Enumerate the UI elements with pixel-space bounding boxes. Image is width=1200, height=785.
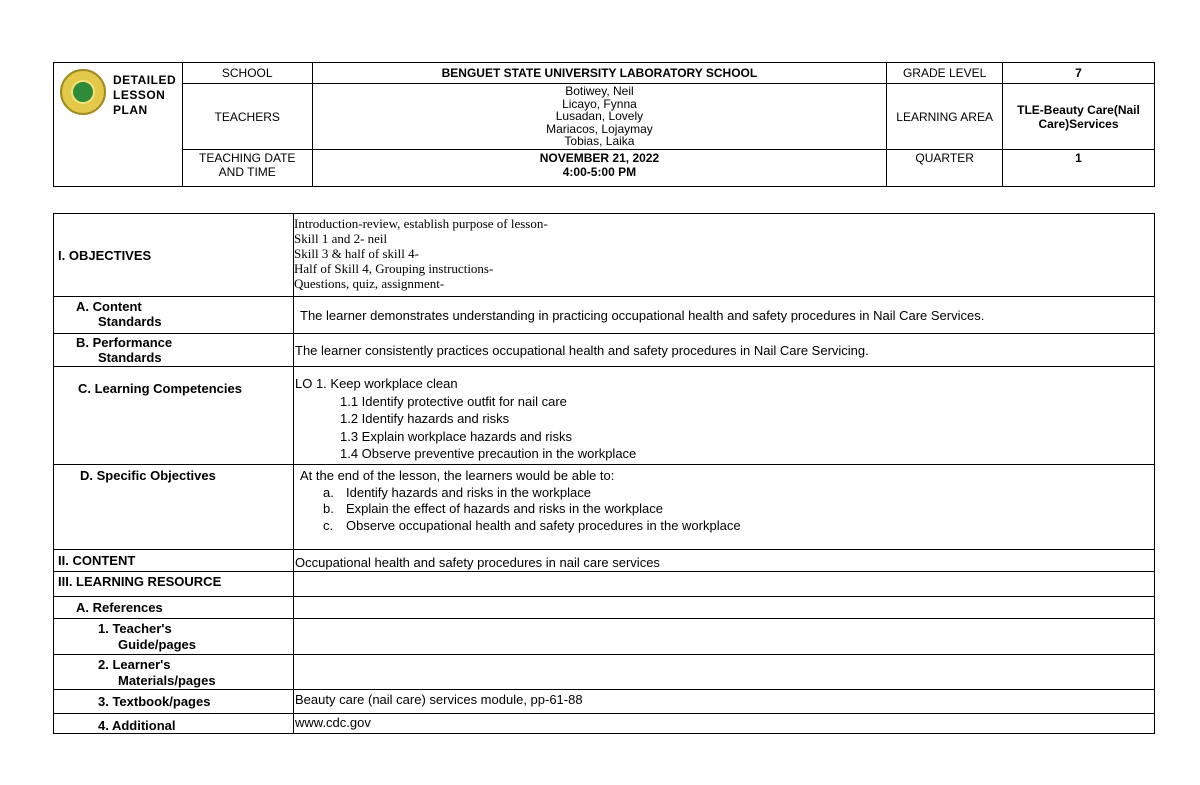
header-section (0, 0, 1200, 200)
objectives-notes: Introduction-review, establish purpose of lesson- Skill 1 and 2- neil Skill 3 & half of skill 4- Half of Skill 4, Grouping instructions- Questions, quiz, assignment- (294, 214, 1155, 297)
competency-item: 1.3 Explain workplace hazards and risks (340, 428, 572, 444)
competency-item: 1.2 Identify hazards and risks (340, 411, 510, 426)
table-row (54, 619, 1155, 655)
teaching-date-label: TEACHING DATE AND TIME (182, 150, 312, 187)
competency-item: 1.1 Identify protective outfit for nail care (340, 393, 567, 409)
performance-standards-label: B. Performance Standards (54, 334, 294, 367)
content-standards-label: A. Content Standards (54, 297, 294, 334)
table-row (54, 597, 1155, 619)
table-row (54, 334, 1155, 367)
competencies-content (294, 367, 1155, 465)
content-label: II. CONTENT (54, 550, 294, 572)
teachers-label: TEACHERS (182, 84, 312, 150)
school-seal-logo (60, 69, 106, 115)
teacher-name: Botiwey, Neil (565, 84, 634, 99)
quarter-value: 1 (1003, 150, 1155, 187)
teaching-date-value (312, 150, 887, 187)
lesson-plan-table (53, 213, 1155, 734)
content-standards-text: The learner demonstrates understanding in practicing occupational health and safety procedures in Nail Care Services. (294, 297, 1155, 334)
specific-objectives-content (294, 465, 1155, 550)
list-item: c. Observe occupational health and safety procedures in the workplace (323, 517, 741, 533)
teacher-name: Lusadan, Lovely (555, 109, 644, 124)
table-row (54, 690, 1155, 714)
teacher-name: Mariacos, Lojaymay (546, 121, 653, 136)
additional-label: 4. Additional (54, 714, 294, 734)
teachers-guide-label: 1. Teacher's Guide/pages (54, 619, 294, 655)
references-label: A. References (54, 597, 294, 619)
teachers-list (312, 84, 887, 150)
competencies-label: C. Learning Competencies (54, 367, 294, 465)
performance-standards-text: The learner consistently practices occupational health and safety procedures in Nail Care Servicing. (294, 334, 1155, 367)
table-row (54, 714, 1155, 734)
teacher-name: Licayo, Fynna (562, 96, 637, 111)
table-row (54, 655, 1155, 690)
header-table (53, 62, 1155, 187)
textbook-label: 3. Textbook/pages (54, 690, 294, 714)
table-row (54, 297, 1155, 334)
specific-objectives-label: D. Specific Objectives (54, 465, 294, 550)
table-row (54, 572, 1155, 597)
additional-value: www.cdc.gov (294, 714, 1155, 734)
learning-area-value: TLE-Beauty Care(Nail Care)Services (1003, 84, 1155, 150)
objectives-label: I. OBJECTIVES (54, 214, 294, 297)
learning-resource-value (294, 572, 1155, 597)
teachers-guide-value (294, 619, 1155, 655)
quarter-label: QUARTER (887, 150, 1003, 187)
learning-area-label: LEARNING AREA (887, 84, 1003, 150)
specific-intro: At the end of the lesson, the learners would be able to: (300, 468, 615, 483)
lo-heading: LO 1. Keep workplace clean (295, 376, 458, 391)
title-cell (54, 63, 183, 187)
teacher-name: Tobias, Laika (564, 134, 635, 149)
content-text: Occupational health and safety procedures in nail care services (294, 550, 1155, 572)
grade-level-label: GRADE LEVEL (887, 63, 1003, 84)
date-value: NOVEMBER 21, 2022 (539, 151, 660, 165)
textbook-value: Beauty care (nail care) services module, pp-61-88 (294, 690, 1155, 714)
table-row (54, 367, 1155, 465)
learning-resource-label: III. LEARNING RESOURCE (54, 572, 294, 597)
references-value (294, 597, 1155, 619)
competency-item: 1.4 Observe preventive precaution in the workplace (340, 446, 637, 461)
grade-level-value: 7 (1003, 63, 1155, 84)
school-value: BENGUET STATE UNIVERSITY LABORATORY SCHOOL (312, 63, 887, 84)
learners-materials-label: 2. Learner's Materials/pages (54, 655, 294, 690)
school-label: SCHOOL (182, 63, 312, 84)
table-row (54, 465, 1155, 550)
list-item: a. Identify hazards and risks in the workplace (323, 484, 591, 500)
time-value: 4:00-5:00 PM (562, 165, 637, 179)
table-row (54, 550, 1155, 572)
document-title: DETAILED LESSON PLAN (113, 73, 177, 117)
learners-materials-value (294, 655, 1155, 690)
table-row (54, 214, 1155, 297)
list-item: b. Explain the effect of hazards and risks in the workplace (323, 501, 663, 516)
